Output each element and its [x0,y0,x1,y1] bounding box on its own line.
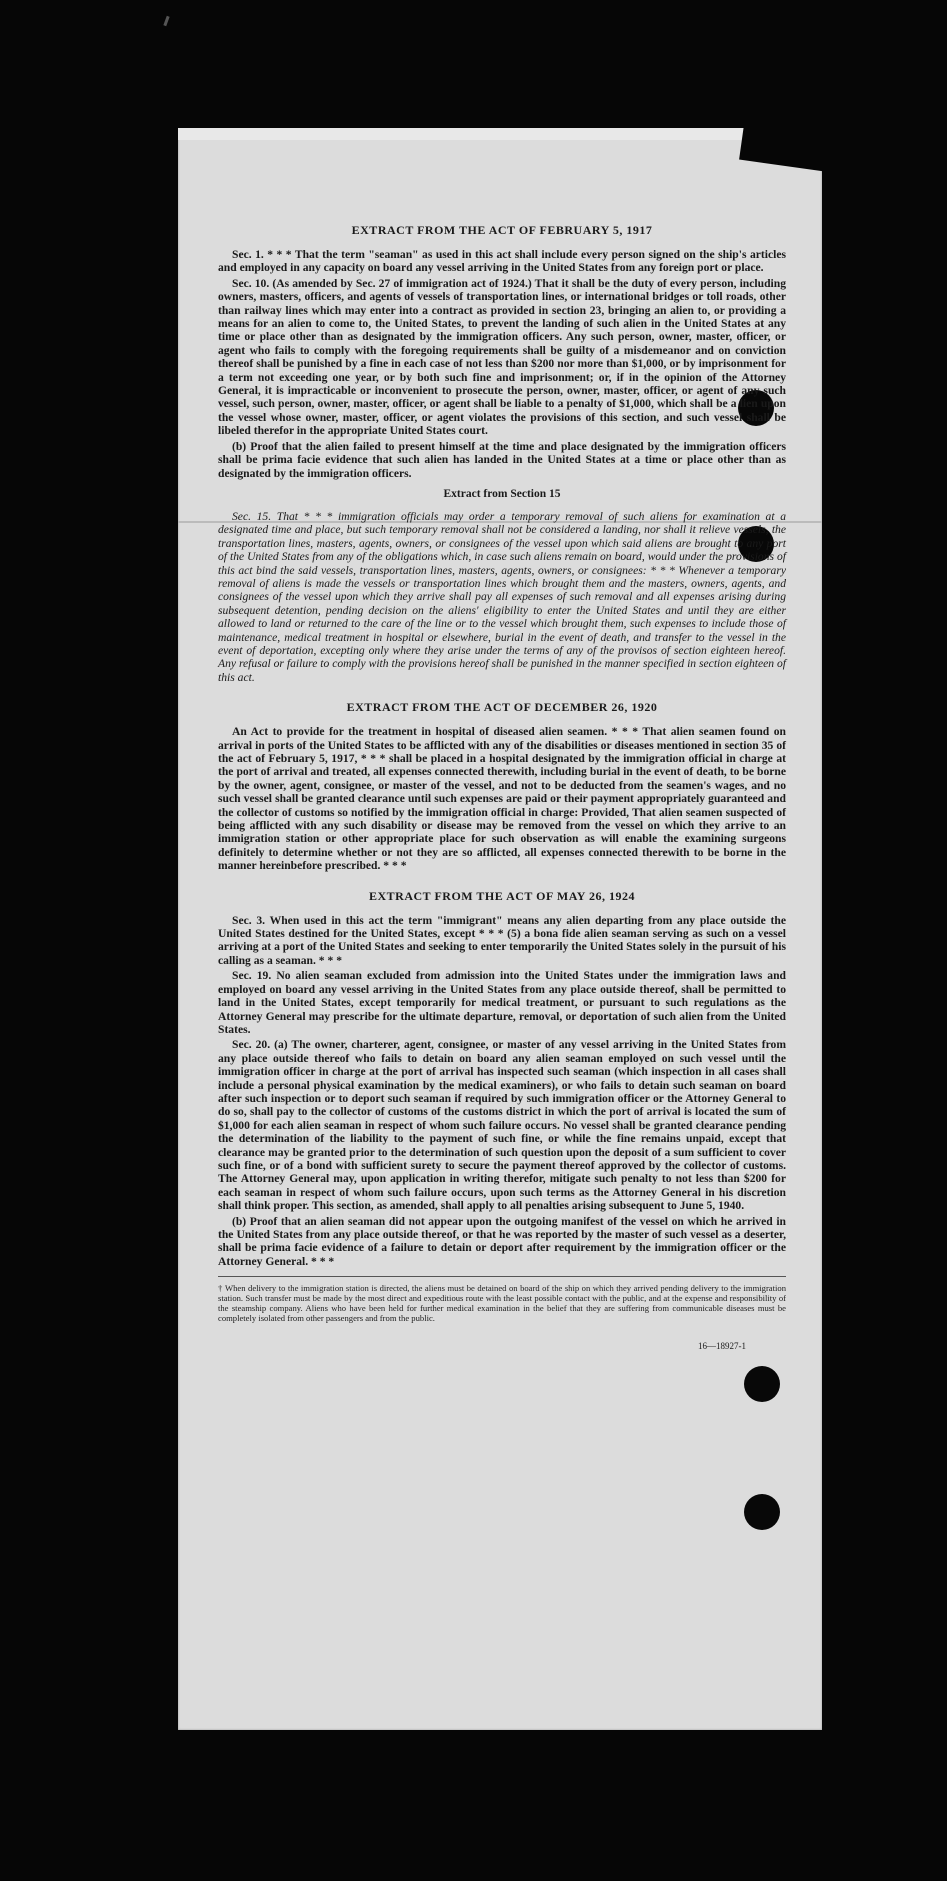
heading-act-1917: EXTRACT FROM THE ACT OF FEBRUARY 5, 1917 [351,223,653,237]
subheading-section-15: Extract from Section 15 [443,487,561,500]
scan-mark [163,16,169,26]
document-page [178,128,822,1730]
paragraph-sec-1: Sec. 1. * * * That the term "seaman" as used in this act shall include every person signed on the ship's articles and employed in any capacity on board any vessel arriving in the United States from any foreign port or place. [218,248,786,275]
paragraph-sec-3: Sec. 3. When used in this act the term "immigrant" means any alien departing from any place outside the United States destined for the United States, except * * * (5) a bona fide alien seaman serving as such on a vessel arriving at a port of the United States and seeking to enter temporarily the United States solely in the pursuit of his calling as a seaman. * * * [218,913,786,967]
paragraph-sec-19: Sec. 19. No alien seaman excluded from admission into the United States under the immigration laws and employed on board any vessel arriving in the United States from any place outside thereof, shall be permitted to land in the United States, except temporarily for medical treatment, or pursuant to such regulations as the Attorney General may prescribe for the ultimate departure, removal, or deportation of such alien from the United States. [218,969,786,1036]
document-content [218,223,786,1351]
paragraph-act-1920: An Act to provide for the treatment in hospital of diseased alien seamen. * * * That alien seamen found on arrival in ports of the United States to be afflicted with any of the disabilities or diseases mentioned in section 35 of the act of February 5, 1917, * * * shall be placed in a hospital designated by the immigration official in charge at the port of arrival and treated, all expenses connected therewith, including burial in the event of death, to be borne by the owner, agent, consignee, or master of the vessel, and not to be deducted from the seamen's wages, and no such vessel shall be granted clearance until such expenses are paid or their payment appropriately guaranteed and the collector of customs so notified by the immigration official in charge: Provided, That alien seamen suspected of being afflicted with any such disability or disease may be removed from the vessel on which they arrive to an immigration station or other appropriate place for such observation as will enable the examining surgeons definitely to determine whether or not they are so afflicted, all expenses connected therewith to be borne in the manner hereinbefore prescribed. * * * [218,725,786,873]
paragraph-sec-15: Sec. 15. That * * * immigration officials may order a temporary removal of such aliens for examination at a designated time and place, but such temporary removal shall not be considered a landing, nor shall it relieve vessels, the transportation lines, masters, agents, owners, or consignees of the vessel upon which said aliens are brought to any port of the United States from any of the obligations which, in case such aliens remain on board, would under the provisions of this act bind the said vessels, transportation lines, masters, agents, owners, or consignees: * * * Whenever a temporary removal of aliens is made the vessels or transportation lines which brought them and the masters, owners, agents, and consignees of the vessel upon which they arrive shall pay all expenses of such removal and all expenses arising during subsequent detention, pending decision on the aliens' eligibility to enter the United States and until they are either allowed to land or returned to the care of the line or to the vessel which brought them, such expenses to include those of maintenance, medical treatment in hospital or elsewhere, burial in the event of death, and transfer to the vessel in the event of deportation, excepting only where they arise under the terms of any of the provisos of section eighteen hereof. Any refusal or failure to comply with the provisions hereof shall be punished in the manner specified in section eighteen of this act. [218,509,786,684]
paragraph-sec-10: Sec. 10. (As amended by Sec. 27 of immigration act of 1924.) That it shall be the duty of every person, including owners, masters, officers, and agents of vessels of transportation lines, or international bridges or toll roads, other than railway lines which may enter into a contract as provided in section 23, bringing an alien to, or providing a means for an alien to come to, the United States, to prevent the landing of such alien in the United States at any time or place other than as designated by the immigration officers. Any such person, owner, master, officer, or agent who fails to comply with the foregoing requirements shall be guilty of a misdemeanor and on conviction thereof shall be punished by a fine in each case of not less than $200 nor more than $1,000, or by imprisonment for a term not exceeding one year, or by both such fine and imprisonment; or, if in the opinion of the Attorney General, it is impracticable or inconvenient to prosecute the person, owner, master, officer, or agent of any such vessel, such person, owner, master, officer, or agent shall be liable to a penalty of $1,000, which shall be a lien upon the vessel whose owner, master, officer, or agent violates the provisions of this section, and such vessel shall be libeled therefor in the appropriate United States court. [218,276,786,438]
footnote: † When delivery to the immigration station is directed, the aliens must be detained on board of the ship on which they arrived pending delivery to the immigration station. Such transfer must be made by the most direct and expeditious route with the least possible contact with the public, and at the expense and responsibility of the steamship company. Aliens who have been held for further medical examination in the belief that they are suffering from communicable diseases must be completely isolated from other passengers and from the public. [218,1276,786,1323]
paragraph-sec-20-b: (b) Proof that an alien seaman did not appear upon the outgoing manifest of the vessel on which he arrived in the United States from any place outside thereof, or that he was reported by the master of such vessel as a deserter, shall be prima facie evidence of a failure to detain or deport after requirement by the immigration officer or the Attorney General. * * * [218,1214,786,1268]
heading-act-1920: EXTRACT FROM THE ACT OF DECEMBER 26, 1920 [346,700,658,715]
top-strip [178,128,822,140]
torn-corner [739,128,822,172]
paragraph-sec-20-a: Sec. 20. (a) The owner, charterer, agent, consignee, or master of any vessel arriving in the United States from any place outside thereof who fails to detain on board any alien seaman employed on such vessel until the immigration officer in charge at the port of arrival has inspected such seaman (which inspection in all cases shall include a personal physical examination by the medical examiners), or who fails to detain such seaman on board after such inspection or to deport such seaman if required by such immigration officer or the Attorney General to do so, shall pay to the collector of customs of the customs district in which the port of arrival is located the sum of $1,000 for each alien seaman in respect of whom such failure occurs. No vessel shall be granted clearance pending the determination of the liability to the payment of such fine, or while the fine remains unpaid, except that clearance may be granted prior to the determination of such question upon the deposit of a sum sufficient to cover such fine, or of a bond with sufficient surety to secure the payment thereof approved by the collector of customs. The Attorney General may, upon application in writing therefor, mitigate such penalty to not less than $200 for each seaman in respect of whom such failure occurs, upon such terms as the Attorney General in his discretion shall think proper. This section, as amended, shall apply to all penalties arising subsequent to June 5, 1940. [218,1038,786,1213]
punch-hole [744,1366,780,1402]
punch-hole [744,1494,780,1530]
form-number: 16—18927-1 [698,1341,746,1352]
paragraph-sec-10-b: (b) Proof that the alien failed to present himself at the time and place designated by the immigration officers shall be prima facie evidence that such alien has landed in the United States at a time or place other than as designated by the immigration officers. [218,439,786,480]
heading-act-1924: EXTRACT FROM THE ACT OF MAY 26, 1924 [368,888,636,903]
